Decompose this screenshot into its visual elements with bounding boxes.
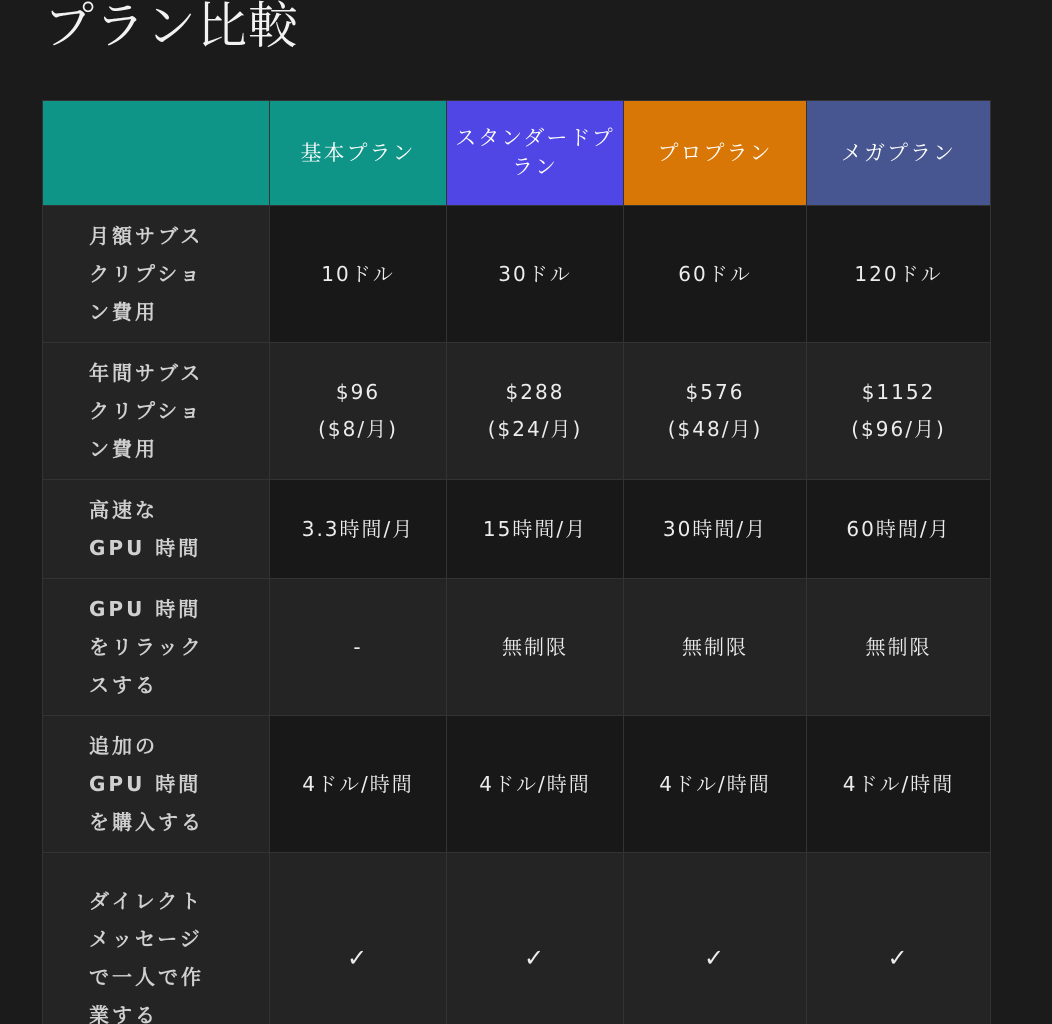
table-row-direct-message <box>43 853 991 1024</box>
table-row-relax-gpu <box>43 579 991 716</box>
plan-header-mega: メガプラン <box>807 101 991 206</box>
value-cell: 10ドル <box>270 206 447 343</box>
value-cell: 120ドル <box>807 206 991 343</box>
annual-price: $1152 <box>861 380 936 404</box>
table-row-fast-gpu <box>43 480 991 579</box>
plan-comparison-table <box>42 100 991 1024</box>
value-cell <box>807 343 991 480</box>
value-cell: 無制限 <box>807 579 991 716</box>
value-cell: 60ドル <box>624 206 807 343</box>
value-cell: 30時間/月 <box>624 480 807 579</box>
check-icon: ✓ <box>624 853 807 1024</box>
header-corner-cell <box>43 101 270 206</box>
annual-price: $96 <box>335 380 381 404</box>
value-cell: 4ドル/時間 <box>807 716 991 853</box>
plan-header-standard-label: スタンダードプラン <box>455 126 615 179</box>
plan-header-basic: 基本プラン <box>270 101 447 206</box>
feature-label: 月額サブスクリプション費用 <box>43 206 270 343</box>
value-cell: 60時間/月 <box>807 480 991 579</box>
feature-label: 高速な GPU 時間 <box>43 480 270 579</box>
feature-label: GPU 時間をリラックスする <box>43 579 270 716</box>
plan-header-standard <box>447 101 624 206</box>
value-cell <box>447 343 624 480</box>
plan-header-pro: プロプラン <box>624 101 807 206</box>
annual-price: $576 <box>685 380 745 404</box>
value-cell: 15時間/月 <box>447 480 624 579</box>
table-header-row <box>43 101 991 206</box>
value-cell <box>270 343 447 480</box>
table-row-annual-fee <box>43 343 991 480</box>
annual-per-month: ($96/月) <box>851 417 946 441</box>
value-cell: 4ドル/時間 <box>447 716 624 853</box>
table-row-monthly-fee <box>43 206 991 343</box>
value-cell: 30ドル <box>447 206 624 343</box>
annual-per-month: ($24/月) <box>487 417 583 441</box>
annual-per-month: ($48/月) <box>667 417 763 441</box>
page-title: プラン比較 <box>44 0 299 55</box>
value-cell <box>624 343 807 480</box>
feature-label: ダイレクトメッセージで一人で作業する <box>43 853 270 1024</box>
check-icon: ✓ <box>447 853 624 1024</box>
value-cell: 4ドル/時間 <box>624 716 807 853</box>
check-icon: ✓ <box>807 853 991 1024</box>
value-cell: 無制限 <box>447 579 624 716</box>
feature-label: 年間サブスクリプション費用 <box>43 343 270 480</box>
value-cell: 3.3時間/月 <box>270 480 447 579</box>
check-icon: ✓ <box>270 853 447 1024</box>
value-cell: 無制限 <box>624 579 807 716</box>
annual-per-month: ($8/月) <box>318 417 398 441</box>
value-cell: - <box>270 579 447 716</box>
table-row-extra-gpu <box>43 716 991 853</box>
annual-price: $288 <box>505 380 565 404</box>
feature-label: 追加の GPU 時間を購入する <box>43 716 270 853</box>
value-cell: 4ドル/時間 <box>270 716 447 853</box>
